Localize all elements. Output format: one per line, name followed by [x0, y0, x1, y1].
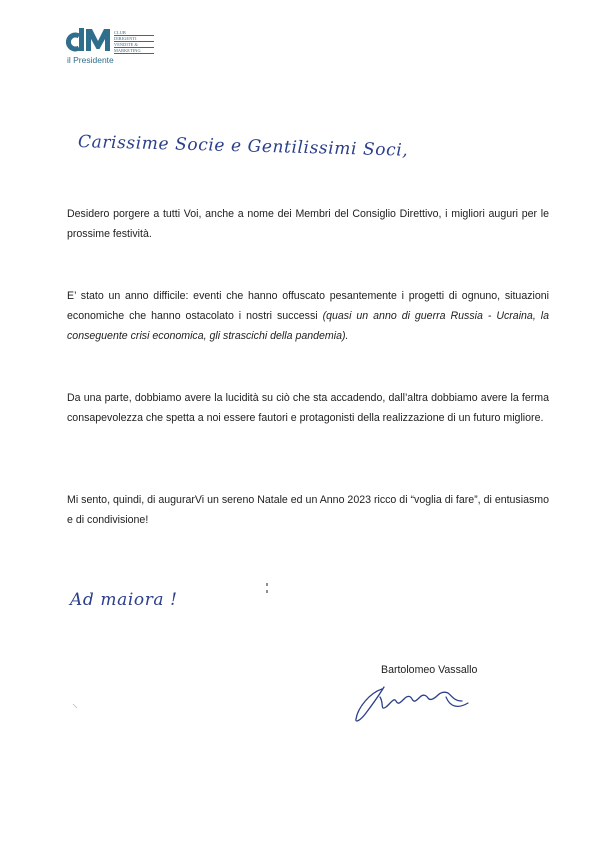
logo-wordmark: CLUB DIRIGENTI VENDITE & MARKETING	[114, 30, 154, 54]
role-title: il Presidente	[67, 55, 114, 65]
signer-name: Bartolomeo Vassallo	[381, 664, 478, 676]
paragraph-text: E’ stato un anno difficile: eventi che hanno offuscato pesantemente i progetti di ognuno, situazioni economiche che hanno ostacolato i nostri successi	[67, 290, 549, 322]
handwritten-salutation: Carissime Socie e Gentilissimi Soci,	[77, 132, 409, 161]
paragraph-difficult-year	[67, 286, 549, 346]
handwritten-signature	[350, 677, 480, 727]
logo-monogram-icon	[66, 27, 114, 53]
paragraph-greetings: Mi sento, quindi, di augurarVi un sereno Natale ed un Anno 2023 ricco di “voglia di fare”, di entusiasmo e di condivisione!	[67, 494, 549, 526]
paragraph-wishes: Desidero porgere a tutti Voi, anche a nome dei Membri del Consiglio Direttivo, i migliori auguri per le prossime festività.	[67, 208, 549, 240]
paragraph-italic-note: (quasi un anno di guerra Russia - Ucraina, la conseguente crisi economica, gli strascichi della pandemia).	[67, 310, 549, 342]
speck-mark	[265, 582, 269, 594]
handwritten-closing: Ad maiora !	[70, 590, 178, 610]
speck-mark	[72, 703, 78, 709]
paragraph-awareness: Da una parte, dobbiamo avere la lucidità su ciò che sta accadendo, dall’altra dobbiamo avere la ferma consapevolezza che spetta a noi essere fautori e protagonisti della realizzazione di un futuro migliore.	[67, 392, 549, 424]
